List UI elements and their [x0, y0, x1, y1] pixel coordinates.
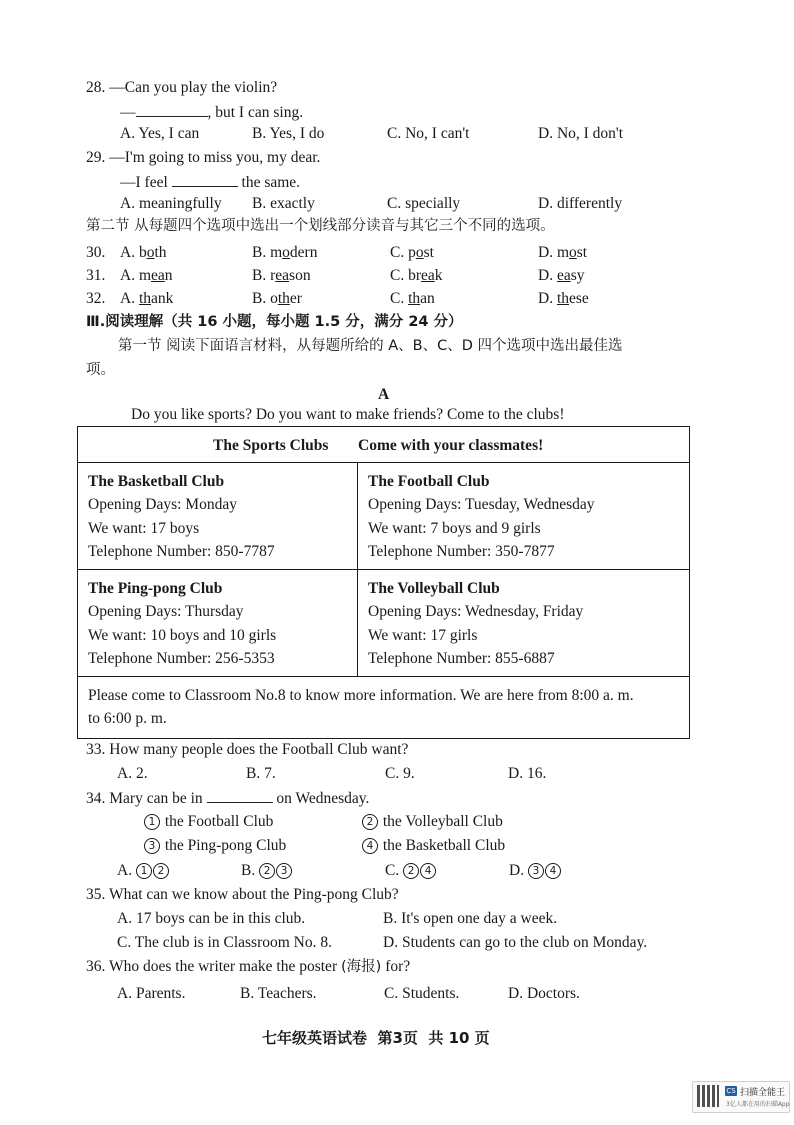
q32-option-d: D. these [538, 290, 589, 307]
q35-option-a: A. 17 boys can be in this club. [117, 910, 306, 927]
q31-option-b: B. reason [252, 267, 311, 284]
q28-option-c: C. No, I can't [387, 125, 470, 142]
q29-stem [86, 148, 320, 168]
part3-instructions-line2: 项。 [86, 362, 115, 378]
q29-option-d: D. differently [538, 195, 623, 212]
question-number: 34. [86, 790, 106, 807]
club-want: We want: 10 boys and 10 girls [88, 627, 277, 644]
page-number: 第3页 [377, 1029, 418, 1047]
q36-option-d: D. Doctors. [508, 985, 580, 1002]
q31-number: 31. [86, 267, 106, 284]
table-footer-line1: Please come to Classroom No.8 to know more information. We are here from 8:00 a. m. [88, 687, 634, 704]
table-divider [77, 676, 690, 677]
q35-option-b: B. It's open one day a week. [383, 910, 558, 927]
club-telephone: Telephone Number: 855-6887 [368, 650, 555, 667]
q30-option-a: A. both [120, 244, 167, 261]
table-divider [357, 462, 358, 676]
q34-item: 2 the Volleyball Club [362, 812, 503, 832]
q35-option-c: C. The club is in Classroom No. 8. [117, 934, 332, 951]
q36-option-c: C. Students. [384, 985, 460, 1002]
q34-item: 4 the Basketball Club [362, 836, 505, 856]
q31-option-c: C. break [390, 267, 443, 284]
section2-heading: 第二节 从每题四个选项中选出一个划线部分读音与其它三个不同的选项。 [86, 218, 555, 234]
q33-option-d: D. 16. [508, 765, 547, 782]
q32-option-a: A. thank [120, 290, 174, 307]
q31-option-d: D. easy [538, 267, 585, 284]
qr-code-icon [697, 1085, 719, 1107]
club-days: Opening Days: Tuesday, Wednesday [368, 496, 595, 513]
q33-option-b: B. 7. [246, 765, 276, 782]
circled-number: 4 [362, 838, 378, 854]
club-days: Opening Days: Wednesday, Friday [368, 603, 584, 620]
q35-option-d: D. Students can go to the club on Monday. [383, 934, 648, 951]
q30-number: 30. [86, 244, 106, 261]
club-telephone: Telephone Number: 850-7787 [88, 543, 275, 560]
circled-number: 3 [144, 838, 160, 854]
club-name: The Volleyball Club [368, 580, 500, 597]
q32-number: 32. [86, 290, 106, 307]
scanner-tagline: 3亿人都在用的扫描App [726, 1101, 790, 1108]
question-number: 36. [86, 958, 106, 975]
q32-option-b: B. other [252, 290, 302, 307]
q31-option-a: A. mean [120, 267, 173, 284]
club-want: We want: 17 girls [368, 627, 478, 644]
q28-option-d: D. No, I don't [538, 125, 624, 142]
q32-option-c: C. than [390, 290, 435, 307]
q34-item: 1 the Football Club [144, 812, 273, 832]
part3-heading: Ⅲ.阅读理解（共 16 小题，每小题 1.5 分，满分 24 分） [86, 314, 463, 330]
q34-option-b: B. 2 3 [241, 861, 293, 881]
exam-title: 七年级英语试卷 [262, 1029, 368, 1047]
question-text: —Can you play the violin? [109, 79, 278, 96]
q34-option-c: C. 2 4 [385, 861, 437, 881]
q30-option-d: D. most [538, 244, 588, 261]
club-name: The Ping-pong Club [88, 580, 223, 597]
answer-blank [136, 102, 208, 117]
part3-instructions-line1: 第一节 阅读下面语言材料，从每题所给的 A、B、C、D 四个选项中选出最佳选 [118, 338, 623, 354]
q30-option-c: C. post [390, 244, 434, 261]
q29-option-a: A. meaningfully [120, 195, 222, 212]
q29-option-c: C. specially [387, 195, 461, 212]
total-pages: 共 10 页 [428, 1029, 490, 1047]
q36-option-a: A. Parents. [117, 985, 186, 1002]
question-number: 28. [86, 79, 106, 96]
table-divider [77, 462, 690, 463]
table-header-slogan: Come with your classmates! [358, 437, 544, 454]
q28-line2: — , but I can sing. [120, 104, 304, 121]
q34-stem: 34. Mary can be in on Wednesday. [86, 790, 370, 807]
q28-option-b: B. Yes, I do [252, 125, 325, 142]
question-number: 35. [86, 886, 106, 903]
question-text: How many people does the Football Club want? [109, 741, 409, 758]
camscanner-logo: CS [726, 1087, 736, 1095]
q34-item: 3 the Ping-pong Club [144, 836, 286, 856]
q28-option-a: A. Yes, I can [120, 125, 200, 142]
q29-line2: —I feel the same. [120, 174, 301, 191]
circled-number: 2 [362, 814, 378, 830]
club-days: Opening Days: Monday [88, 496, 237, 513]
q30-option-b: B. modern [252, 244, 318, 261]
question-text: —I'm going to miss you, my dear. [109, 149, 321, 166]
page-footer [262, 1028, 490, 1048]
answer-blank [207, 788, 273, 803]
scanner-watermark [692, 1081, 790, 1113]
club-telephone: Telephone Number: 256-5353 [88, 650, 275, 667]
q33-option-a: A. 2. [117, 765, 148, 782]
circled-number: 1 [144, 814, 160, 830]
question-number: 33. [86, 741, 106, 758]
scanner-app-name: 扫描全能王 [740, 1088, 786, 1098]
q29-option-b: B. exactly [252, 195, 315, 212]
table-header-title: The Sports Clubs [213, 437, 329, 454]
club-want: We want: 17 boys [88, 520, 200, 537]
table-footer-line2: to 6:00 p. m. [88, 710, 167, 727]
club-name: The Basketball Club [88, 473, 225, 490]
answer-blank [172, 172, 238, 187]
club-days: Opening Days: Thursday [88, 603, 244, 620]
q28-stem [86, 78, 277, 98]
q36-stem: 36. Who does the writer make the poster (海报) for? [86, 958, 411, 975]
table-divider [77, 569, 690, 570]
club-want: We want: 7 boys and 9 girls [368, 520, 541, 537]
question-number: 29. [86, 149, 106, 166]
passage-intro: Do you like sports? Do you want to make friends? Come to the clubs! [131, 406, 565, 423]
q35-stem [86, 885, 399, 905]
q33-option-c: C. 9. [385, 765, 415, 782]
q33-stem [86, 740, 408, 760]
q36-option-b: B. Teachers. [240, 985, 317, 1002]
q34-option-a: A. 1 2 [117, 861, 170, 881]
question-text: What can we know about the Ping-pong Club? [108, 886, 399, 903]
club-name: The Football Club [368, 473, 490, 490]
club-telephone: Telephone Number: 350-7877 [368, 543, 555, 560]
passage-label: A [378, 386, 390, 403]
q34-option-d: D. 3 4 [509, 861, 562, 881]
